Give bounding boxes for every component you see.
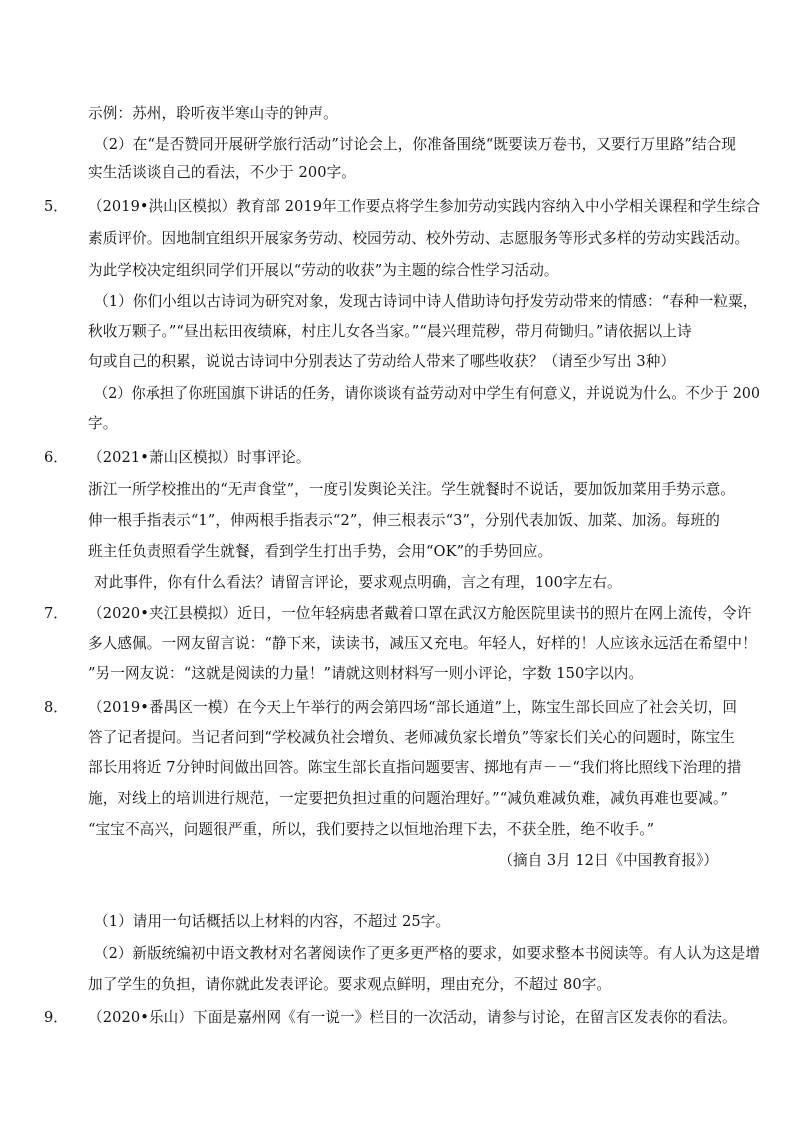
q5-line2: 素质评价。因地制宜组织开展家务劳动、校园劳动、校外劳动、志愿服务等形式多样的劳动实践活动。 [88, 230, 750, 247]
q6-line2: 浙江一所学校推出的“无声食堂”，一度引发舆论关注。学生就餐时不说话，要加饭加菜用手势示意。 [88, 481, 735, 498]
q5-sub1-line1: （1）你们小组以古诗词为研究对象，发现古诗词中诗人借助诗句抒发劳动带来的情感：“春种一粒粟， [94, 293, 758, 310]
q6-line3: 伸一根手指表示“1”，伸两根手指表示“2”，伸三根表示“3”，分别代表加饭、加菜、加汤。每班的 [88, 512, 720, 529]
example-line: 示例：苏州，聆听夜半寒山寺的钟声。 [88, 105, 338, 122]
q8-line5: “宝宝不高兴，问题很严重，所以，我们要持之以恒地治理下去，不获全胜，绝不收手。” [88, 821, 655, 838]
q5-sub2-line2: 字。 [88, 415, 118, 432]
q5-line1: （2019•洪山区模拟）教育部 2019年工作要点将学生参加劳动实践内容纳入中小学相关课程和学生综合 [88, 198, 761, 215]
q8-line1: （2019•番禺区一模）在今天上午举行的两会第四场“部长通道”上，陈宝生部长回应了社会关切，回 [88, 699, 738, 716]
q8-line3: 部长用将近 7分钟时间做出回答。陈宝生部长直指问题要害、掷地有声－－“我们将比照线下治理的措 [88, 759, 742, 776]
question-number-5: 5． [44, 198, 68, 215]
q5-line3: 为此学校决定组织同学们开展以“劳动的收获”为主题的综合性学习活动。 [88, 262, 559, 279]
q6-line5: 对此事件，你有什么看法？请留言评论，要求观点明确，言之有理，100字左右。 [94, 574, 622, 591]
q5-sub2-line1: （2）你承担了你班国旗下讲话的任务，请你谈谈有益劳动对中学生有何意义，并说说为什么。不少于 200 [94, 385, 761, 402]
q7-line1: （2020•夹江县模拟）近日，一位年轻病患者戴着口罩在武汉方舱医院里读书的照片在网上流传，令许 [88, 605, 752, 622]
q5-sub1-line3: 句或自己的积累，说说古诗词中分别表达了劳动给人带来了哪些收获？（请至少写出 3种） [88, 353, 676, 370]
q8-source: （摘自 3月 12日《中国教育报》） [498, 852, 718, 869]
q8-line4: 施，对线上的培训进行规范，一定要把负担过重的问题治理好。”“减负难减负难，减负再难也要减。” [88, 790, 728, 807]
question-number-8: 8． [44, 699, 68, 716]
q4-sub2-line1: （2）在“是否赞同开展研学旅行活动”讨论会上，你准备围绕“既要读万卷书，又要行万里路”结合现 [94, 136, 737, 153]
q6-line1: （2021•萧山区模拟）时事评论。 [88, 449, 311, 466]
q8-sub2-line2: 加了学生的负担，请你就此发表评论。要求观点鲜明，理由充分，不超过 80字。 [88, 976, 612, 993]
q6-line4: 班主任负责照看学生就餐，看到学生打出手势，会用“OK”的手势回应。 [88, 543, 553, 560]
question-number-6: 6． [44, 449, 68, 466]
q8-line2: 答了记者提问。当记者问到“学校减负社会增负、老师减负家长增负”等家长们关心的问题时，陈宝生 [88, 729, 735, 746]
q5-sub1-line2: 秋收万颗子。”“昼出耘田夜绩麻，村庄儿女各当家。”“晨兴理荒秽，带月荷锄归。”请依据以上诗 [88, 323, 692, 340]
q8-sub2-line1: （2）新版统编初中语文教材对名著阅读作了更多更严格的要求，如要求整本书阅读等。有人认为这是增 [94, 945, 760, 962]
q9-line1: （2020•乐山）下面是嘉州网《有一说一》栏目的一次活动，请参与讨论，在留言区发表你的看法。 [88, 1009, 737, 1026]
question-number-9: 9． [44, 1009, 68, 1026]
q8-sub1: （1）请用一句话概括以上材料的内容，不超过 25字。 [94, 913, 451, 930]
question-number-7: 7． [44, 605, 68, 622]
q7-line2: 多人感佩。一网友留言说：“静下来，读读书，减压又充电。年轻人，好样的！人应该永远活在希望中！ [88, 635, 757, 652]
q7-line3: ”另一网友说：“这就是阅读的力量！”请就这则材料写一则小评论，字数 150字以内。 [88, 665, 644, 682]
q4-sub2-line2: 实生活谈谈自己的看法，不少于 200字。 [88, 164, 356, 181]
